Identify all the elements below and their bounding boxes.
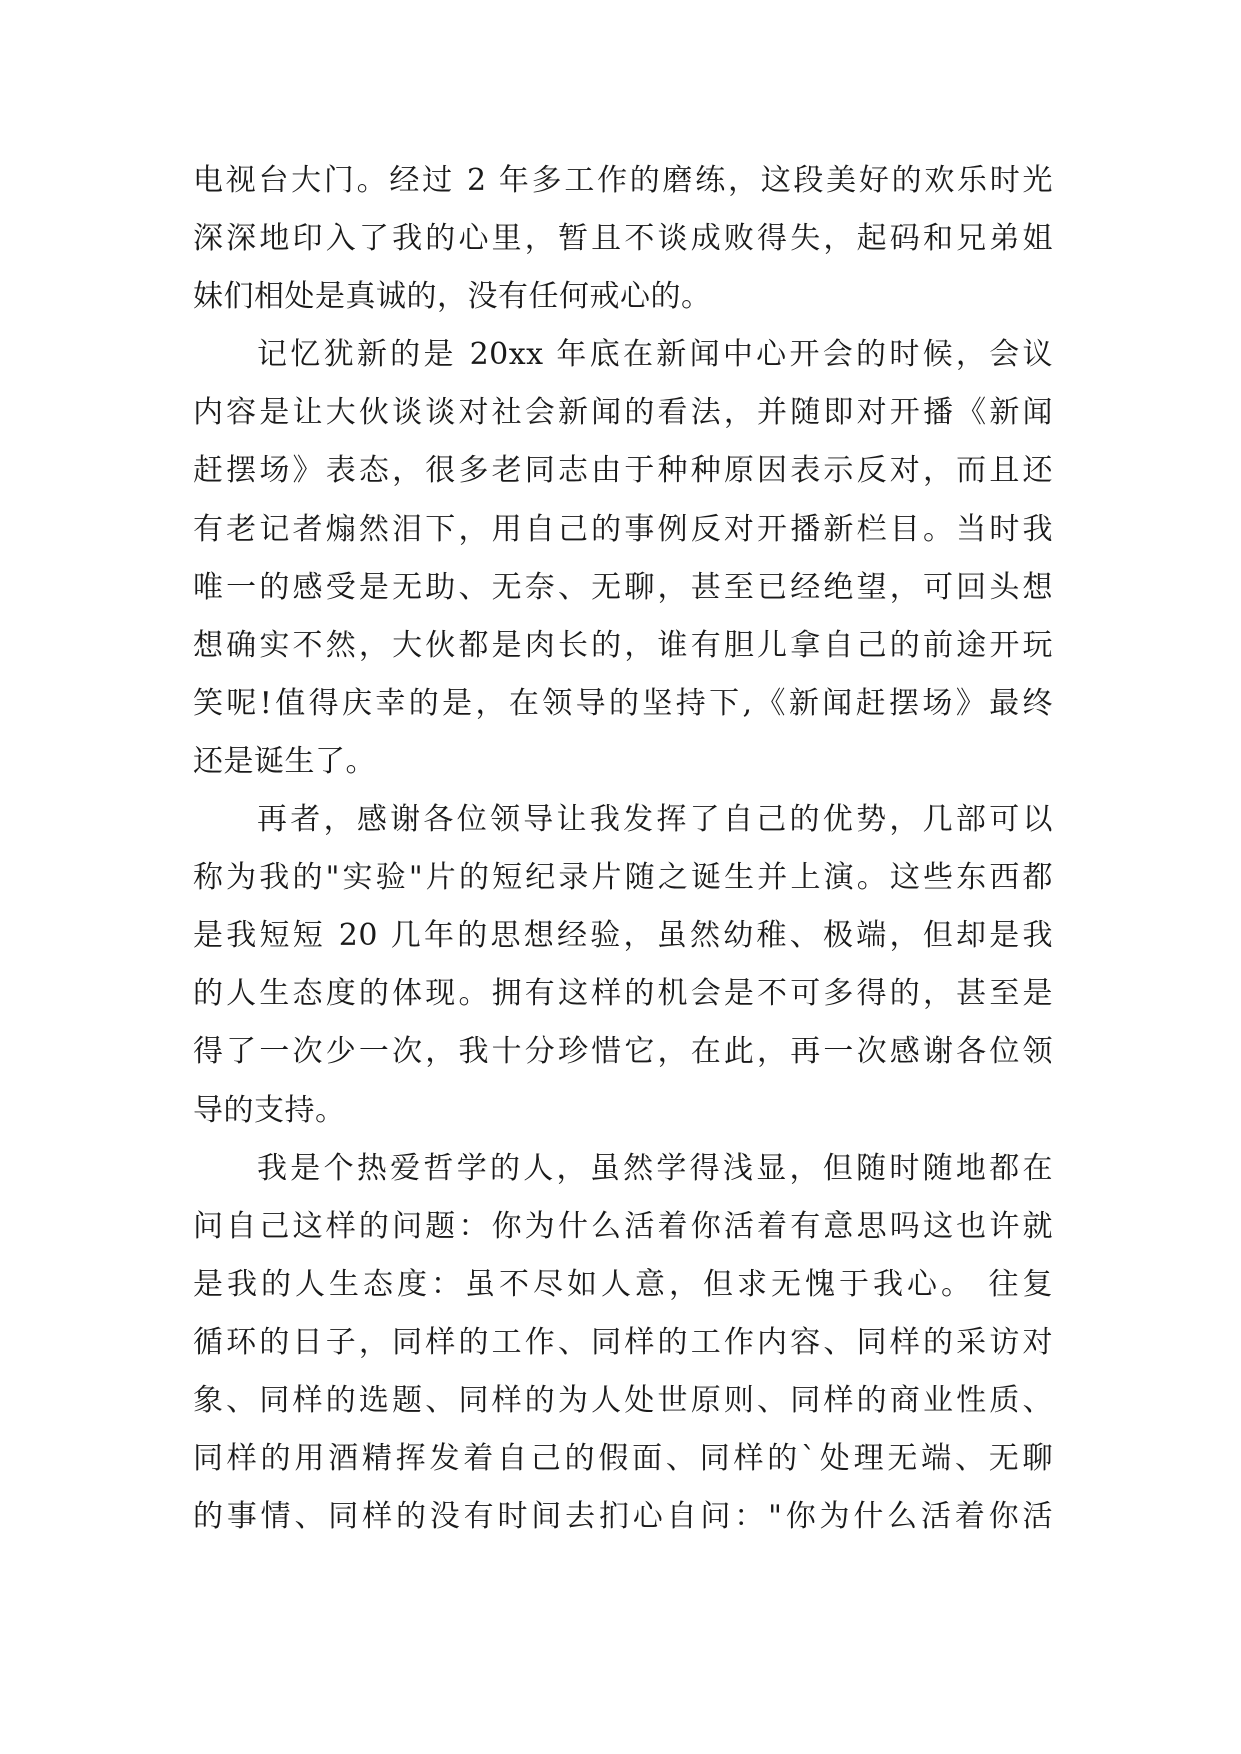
paragraph-4 bbox=[193, 1140, 1053, 1547]
text-line: 的人生态度的体现。拥有这样的机会是不可多得的，甚至是 bbox=[193, 976, 1053, 1012]
text-line: 还是诞生了。 bbox=[193, 743, 376, 779]
text-line: 电视台大门。经过 2 年多工作的磨练，这段美好的欢乐时光 bbox=[193, 163, 1053, 198]
paragraph-2 bbox=[193, 326, 1053, 791]
text-line: 得了一次少一次，我十分珍惜它，在此，再一次感谢各位领 bbox=[193, 1034, 1053, 1070]
text-line: 记忆犹新的是 20xx 年底在新闻中心开会的时候，会议 bbox=[257, 337, 1053, 373]
text-line: 内容是让大伙谈谈对社会新闻的看法，并随即对开播《新闻 bbox=[193, 395, 1053, 431]
text-line: 有老记者煽然泪下，用自己的事例反对开播新栏目。当时我 bbox=[193, 511, 1053, 547]
text-line: 深深地印入了我的心里，暂且不谈成败得失，起码和兄弟姐 bbox=[193, 221, 1053, 257]
text-line: 再者，感谢各位领导让我发挥了自己的优势，几部可以 bbox=[257, 802, 1053, 838]
text-line: 象、同样的选题、同样的为人处世原则、同样的商业性质、 bbox=[193, 1382, 1053, 1418]
text-line: 称为我的"实验"片的短纪录片随之诞生并上演。这些东西都 bbox=[193, 860, 1053, 896]
text-line: 是我短短 20 几年的思想经验，虽然幼稚、极端，但却是我 bbox=[193, 918, 1053, 954]
text-line: 是我的人生态度：虽不尽如人意，但求无愧于我心。 往复 bbox=[193, 1266, 1053, 1302]
text-line: 导的支持。 bbox=[193, 1092, 346, 1128]
text-line: 问自己这样的问题：你为什么活着你活着有意思吗这也许就 bbox=[193, 1208, 1053, 1244]
text-line: 同样的用酒精挥发着自己的假面、同样的`处理无端、无聊 bbox=[193, 1441, 1053, 1477]
text-line: 的事情、同样的没有时间去扪心自问："你为什么活着你活 bbox=[193, 1499, 1053, 1535]
text-line: 想确实不然，大伙都是肉长的，谁有胆儿拿自己的前途开玩 bbox=[193, 627, 1053, 663]
paragraph-3 bbox=[193, 791, 1053, 1140]
paragraph-1 bbox=[193, 152, 1053, 326]
text-line: 唯一的感受是无助、无奈、无聊，甚至已经绝望，可回头想 bbox=[193, 569, 1053, 605]
text-line: 妹们相处是真诚的，没有任何戒心的。 bbox=[193, 279, 712, 315]
document-body bbox=[193, 152, 1053, 1546]
text-line: 循环的日子，同样的工作、同样的工作内容、同样的采访对 bbox=[193, 1324, 1053, 1360]
text-line: 我是个热爱哲学的人，虽然学得浅显，但随时随地都在 bbox=[257, 1150, 1053, 1186]
text-line: 赶摆场》表态，很多老同志由于种种原因表示反对，而且还 bbox=[193, 453, 1053, 489]
text-line: 笑呢!值得庆幸的是，在领导的坚持下,《新闻赶摆场》最终 bbox=[193, 685, 1053, 721]
